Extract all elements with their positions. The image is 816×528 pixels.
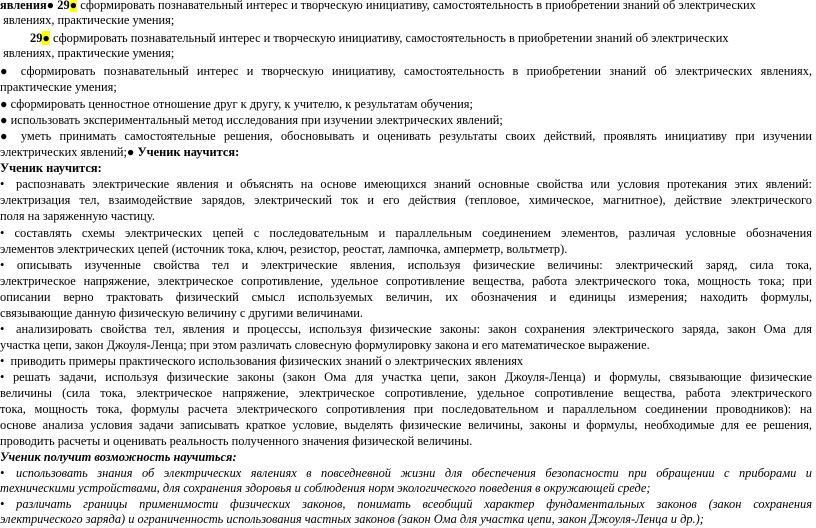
line-33: электрического заряда) и ограниченность использования частных законов (закон Ома для участка цепи, закон Джоуля-Ленца и др.); <box>0 512 704 526</box>
bullet: • <box>0 177 5 191</box>
line-28: проводить расчеты и оценивать реальность полученного значения физической величины. <box>0 434 473 448</box>
line-18: электрическое напряжение, электрическое сопротивление, удельное сопротивление вещества, работа электрического тока, мощность тока; при <box>0 274 812 288</box>
line-4: явлениях, практические умения; <box>0 46 175 60</box>
line-32: • различать границы применимости физических законов, понимать всеобщий характер фундаментальных законов (закон сохранения <box>0 497 812 511</box>
heading-student-will-learn: Ученик научится: <box>0 161 102 175</box>
bullet: • <box>0 466 5 480</box>
line-19: описании верно трактовать физический смысл используемых величин, их обозначения и единицы измерения; находить формулы, <box>0 290 812 304</box>
line-27: основе анализа условия задачи записывать краткое условие, выделять физические величины, законы и формулы, необходимые для ее решения, <box>0 418 812 432</box>
line-6: практические умения; <box>0 80 117 94</box>
line-10-heading: ● Ученик научится: <box>126 145 240 159</box>
line-1 <box>0 0 756 14</box>
line-31: техническими устройствами, для сохранения здоровья и соблюдения норм экологического поведения в окружающей среде; <box>0 481 651 495</box>
line-10-text: электрических явлений; <box>0 145 127 159</box>
line-8: ● использовать экспериментальный метод исследования при изучении электрических явлений; <box>0 113 503 127</box>
line-24: • решать задачи, используя физические законы (закон Ома для участка цепи, закон Джоуля-Ленца) и формулы, связывающие физические <box>0 370 812 384</box>
line-10 <box>0 145 239 161</box>
highlight-bullet: ● <box>42 31 50 45</box>
line-17: • описывать изученные свойства тел и электрические явления, используя физические величины: электрический заряд, сила тока, <box>0 258 812 272</box>
line-13: электризация тел, взаимодействие зарядов, электрический ток и его действия (тепловое, химическое, магнитное), действие электрического <box>0 193 812 207</box>
line-1-text: сформировать познавательный интерес и творческую инициативу, самостоятельность в приобретении знаний об электрических <box>77 0 756 12</box>
line-9: ● уметь принимать самостоятельные решения, обосновывать и оценивать результаты своих действий, проявлять инициативу при изучении <box>0 129 812 143</box>
line-15: • составлять схемы электрических цепей с последовательным и параллельным соединением элементов, различая условные обозначения <box>0 226 812 240</box>
fragment-29: ● 29 <box>46 0 70 12</box>
line-23: • приводить примеры практического использования физических знаний о электрических явлениях <box>0 354 524 368</box>
line-30-text: использовать знания об электрических явлениях в повседневной жизни для обеспечения безопасности при обращении с приборами и <box>16 466 812 480</box>
line-26: тока, мощность тока, формулы расчета электрического сопротивления при последовательном и параллельном соединении проводников): на <box>0 402 812 416</box>
heading-student-will-have-opportunity: Ученик получит возможность научиться: <box>0 450 237 464</box>
fragment-yavleniya: явления <box>0 0 47 12</box>
line-3 <box>30 31 729 47</box>
fragment-29: 29 <box>30 31 43 45</box>
line-21 <box>0 322 812 338</box>
line-20: связывающие данную физическую величину с другими величинами. <box>0 306 363 320</box>
line-14: поля на заряженную частицу. <box>0 209 155 223</box>
line-22: участка цепи, закон Джоуля-Ленца; при этом различать словесную формулировку закона и его математическое выражение. <box>0 338 650 352</box>
highlight-bullet: ● <box>69 0 78 12</box>
line-30 <box>0 466 812 482</box>
line-12-text: распознавать электрические явления и объяснять на основе имеющихся знаний основные свойства или условия протекания этих явлений: <box>16 177 812 191</box>
line-25: величины (сила тока, электрическое напряжение, электрическое сопротивление, удельное сопротивление вещества, работа электрического <box>0 386 812 400</box>
line-2: явлениях, практические умения; <box>0 13 175 27</box>
bullet: • <box>0 322 5 336</box>
line-7: ● сформировать ценностное отношение друг к другу, к учителю, к результатам обучения; <box>0 97 473 111</box>
line-21-text: анализировать свойства тел, явления и процессы, используя физические законы: закон сохранения электрического заряда, закон Ома для <box>16 322 812 336</box>
line-3-text: сформировать познавательный интерес и творческую инициативу, самостоятельность в приобретении знаний об электрических <box>49 31 729 45</box>
line-12 <box>0 177 812 193</box>
line-5: ● сформировать познавательный интерес и творческую инициативу, самостоятельность в приобретении знаний об электрических явлениях, <box>0 64 812 78</box>
line-16: элементов электрических цепей (источник тока, ключ, резистор, реостат, лампочка, амперметр, вольтметр). <box>0 242 568 256</box>
